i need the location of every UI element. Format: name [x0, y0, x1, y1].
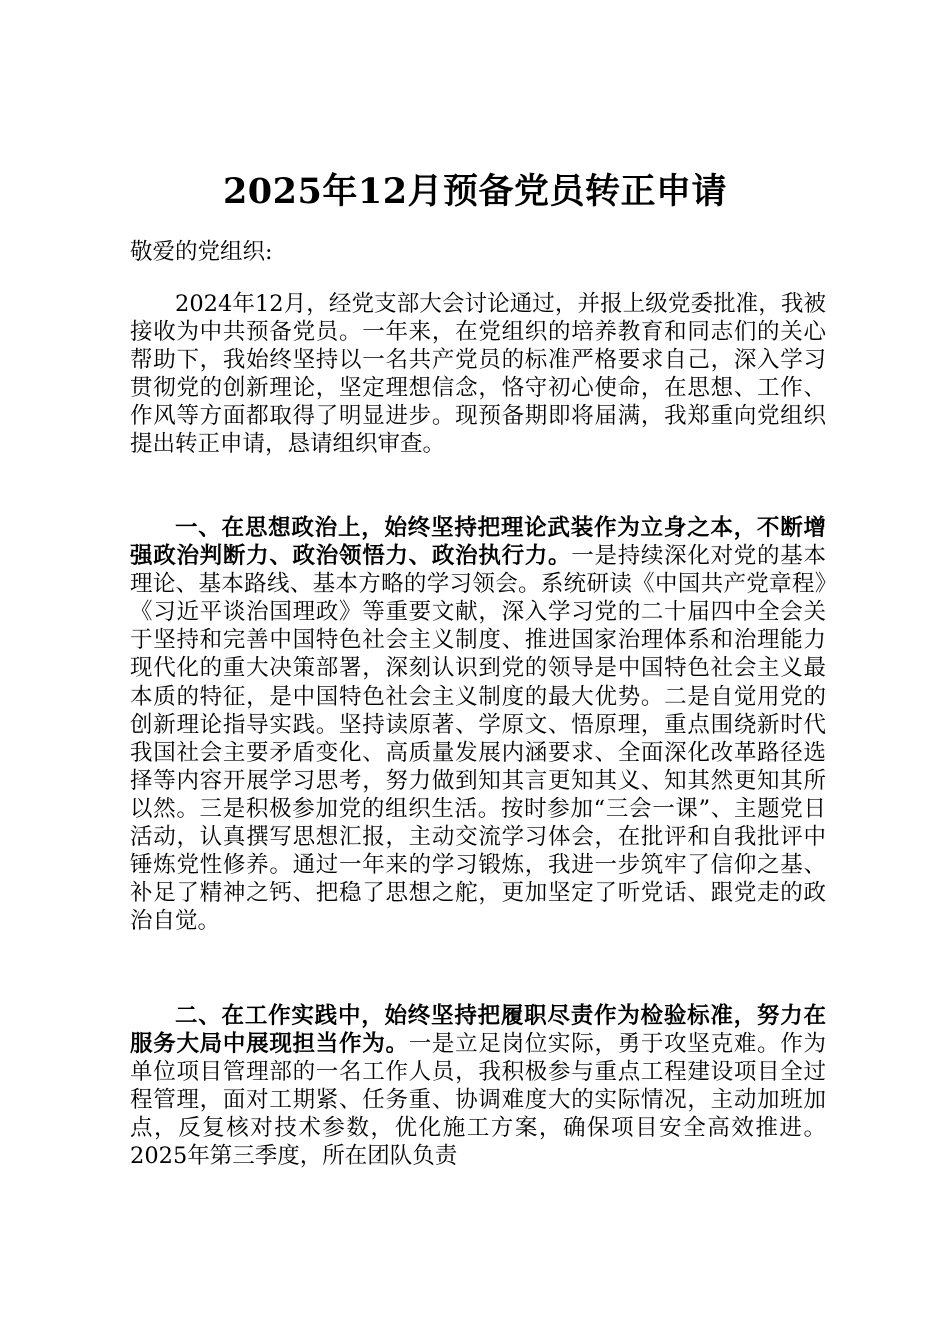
paragraph-political-thought-heading: 一、在思想政治上，始终坚持把理论武装作为立身之本，不断增强政治判断力、政治领悟力、政治执行力。 [130, 515, 826, 570]
paragraph-work-practice-text: 一是立足岗位实际，勇于攻坚克难。作为单位项目管理部的一名工作人员，我积极参与重点工程建设项目全过程管理，面对工期紧、任务重、协调难度大的实际情况，主动加班加点，反复核对技术参数，优化施工方案，确保项目安全高效推进。2025年第三季度，所在团队负责 [130, 1031, 826, 1170]
paragraph-intro [130, 290, 826, 459]
paragraph-political-thought-text: 一是持续深化对党的基本理论、基本路线、基本方略的学习领会。系统研读《中国共产党章程》《习近平谈治国理政》等重要文献，深入学习党的二十届四中全会关于坚持和完善中国特色社会主义制度、推进国家治理体系和治理能力现代化的重大决策部署，深刻认识到党的领导是中国特色社会主义最本质的特征，是中国特色社会主义制度的最大优势。二是自觉用党的创新理论指导实践。坚持读原著、学原文、悟原理，重点围绕新时代我国社会主要矛盾变化、高质量发展内涵要求、全面深化改革路径选择等内容开展学习思考，努力做到知其言更知其义、知其然更知其所以然。三是积极参加党的组织生活。按时参加“三会一课”、主题党日活动，认真撰写思想汇报，主动交流学习体会，在批评和自我批评中锤炼党性修养。通过一年来的学习锻炼，我进一步筑牢了信仰之基、补足了精神之钙、把稳了思想之舵，更加坚定了听党话、跟党走的政治自觉。 [130, 543, 826, 935]
paragraph-work-practice-heading: 二、在工作实践中，始终坚持把履职尽责作为检验标准，努力在服务大局中展现担当作为。 [130, 1003, 826, 1058]
paragraph-political-thought [130, 514, 826, 935]
paragraph-work-practice [130, 1002, 826, 1171]
salutation: 敬爱的党组织: [130, 239, 273, 265]
document-title: 2025年12月预备党员转正申请 [222, 171, 728, 212]
paragraph-intro-text: 2024年12月，经党支部大会讨论通过，并报上级党委批准，我被接收为中共预备党员。一年来，在党组织的培养教育和同志们的关心帮助下，我始终坚持以一名共产党员的标准严格要求自己，深入学习贯彻党的创新理论，坚定理想信念，恪守初心使命，在思想、工作、作风等方面都取得了明显进步。现预备期即将届满，我郑重向党组织提出转正申请，恳请组织审查。 [130, 291, 826, 458]
